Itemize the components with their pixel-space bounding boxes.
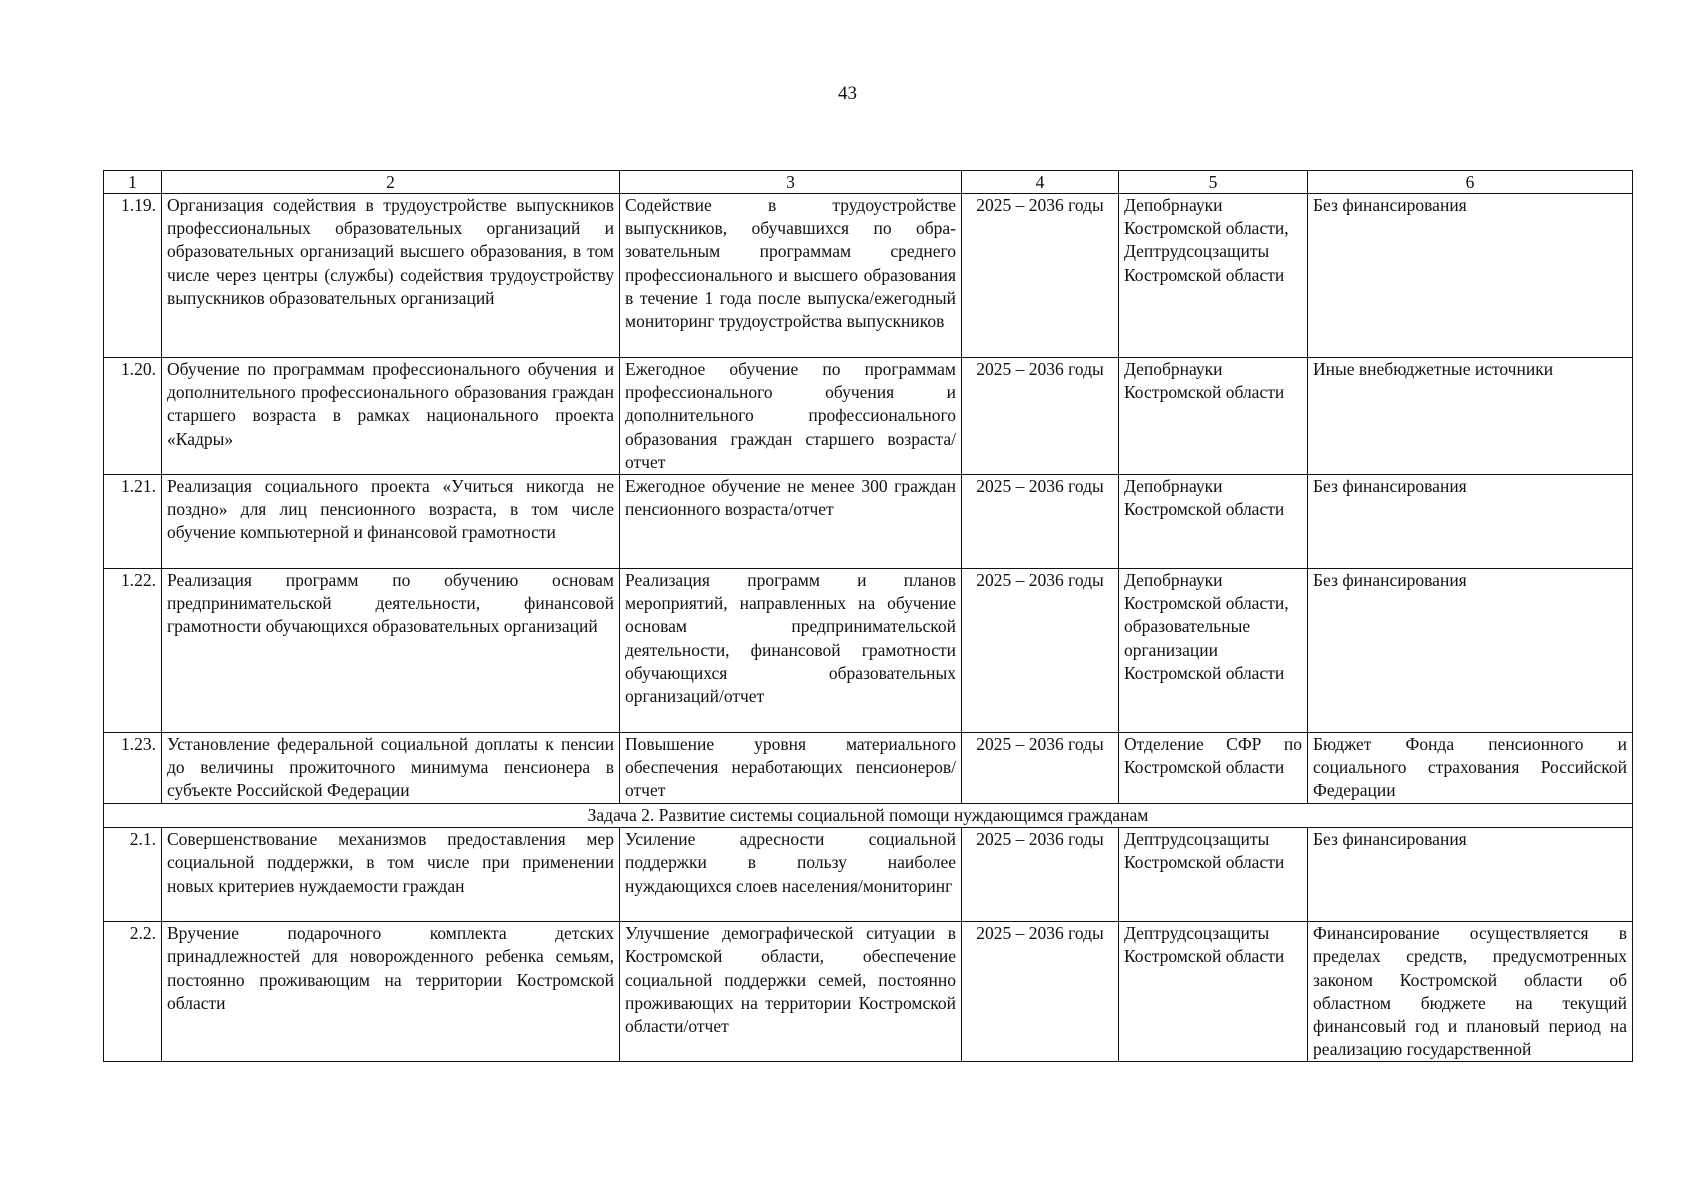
funding-cell: Без финансирования	[1308, 828, 1633, 922]
table-row	[104, 828, 1633, 922]
result-cell: Реализация программ и планов мероприятий, направленных на обучение основам предпринимательской деятельности, финансовой грамотности обучающихся образовательных организаций/отчет	[620, 569, 962, 733]
executor-cell: Отделение СФР по Костромской области	[1119, 733, 1308, 804]
period-cell: 2025 – 2036 годы	[962, 358, 1119, 475]
task-heading: Задача 2. Развитие системы социальной помощи нуждающимся гражданам	[104, 804, 1633, 828]
executor-cell: Депобрнауки Костромской области	[1119, 475, 1308, 569]
page-number: 43	[838, 83, 857, 104]
row-number: 1.19.	[104, 194, 162, 358]
executor-cell: Депобрнауки Костромской области, Дептрудсоцзащиты Костромской области	[1119, 194, 1308, 358]
period-cell: 2025 – 2036 годы	[962, 922, 1119, 1062]
funding-cell: Без финансирования	[1308, 194, 1633, 358]
row-number: 1.22.	[104, 569, 162, 733]
measures-table	[103, 170, 1633, 1062]
table-row	[104, 569, 1633, 733]
table-row	[104, 194, 1633, 358]
row-number: 1.21.	[104, 475, 162, 569]
header-col-6: 6	[1308, 171, 1633, 194]
result-cell: Ежегодное обучение по программам профессионального обучения и дополнительного профессионального образования граждан старшего возраста/отчет	[620, 358, 962, 475]
result-cell: Усиление адресности социальной поддержки в пользу наиболее нуждающихся слоев населения/мониторинг	[620, 828, 962, 922]
row-number: 2.2.	[104, 922, 162, 1062]
result-cell: Ежегодное обучение не менее 300 граждан пенсионного возраста/отчет	[620, 475, 962, 569]
table-row	[104, 475, 1633, 569]
table-header-row	[104, 171, 1633, 194]
executor-cell: Дептрудсоцзащиты Костромской области	[1119, 828, 1308, 922]
table-row	[104, 922, 1633, 1062]
header-col-3: 3	[620, 171, 962, 194]
measure-cell: Обучение по программам профессионального обучения и дополнительного профессионального образования граждан старшего возраста в рамках национального проекта «Кадры»	[162, 358, 620, 475]
funding-cell: Финансирование осуществляется в пределах средств, предусмотренных законом Костромской области об областном бюджете на текущий финансовый год и плановый период на реализацию государственной	[1308, 922, 1633, 1062]
funding-cell: Без финансирования	[1308, 475, 1633, 569]
measure-cell: Совершенствование механизмов предоставления мер социальной поддержки, в том числе при применении новых критериев нуждаемости граждан	[162, 828, 620, 922]
measure-cell: Организация содействия в трудоустройстве выпускников профессиональных образовательных организаций и образовательных организаций высшего образования, в том числе через центры (службы) содействия трудоустройству выпускников образовательных организаций	[162, 194, 620, 358]
executor-cell: Депобрнауки Костромской области	[1119, 358, 1308, 475]
row-number: 1.20.	[104, 358, 162, 475]
period-cell: 2025 – 2036 годы	[962, 733, 1119, 804]
table-row	[104, 358, 1633, 475]
period-cell: 2025 – 2036 годы	[962, 569, 1119, 733]
measure-cell: Вручение подарочного комплекта детских принадлежностей для новорожденного ребенка семьям, постоянно проживающим на территории Костромской области	[162, 922, 620, 1062]
row-number: 1.23.	[104, 733, 162, 804]
row-number: 2.1.	[104, 828, 162, 922]
funding-cell: Без финансирования	[1308, 569, 1633, 733]
period-cell: 2025 – 2036 годы	[962, 475, 1119, 569]
header-col-5: 5	[1119, 171, 1308, 194]
header-col-2: 2	[162, 171, 620, 194]
measure-cell: Реализация программ по обучению основам предпринимательской деятельности, финансовой грамотности обучающихся образовательных организаций	[162, 569, 620, 733]
executor-cell: Дептрудсоцзащиты Костромской области	[1119, 922, 1308, 1062]
result-cell: Повышение уровня материального обеспечения неработающих пенсионеров/отчет	[620, 733, 962, 804]
period-cell: 2025 – 2036 годы	[962, 828, 1119, 922]
measure-cell: Реализация социального проекта «Учиться никогда не поздно» для лиц пенсионного возраста, в том числе обучение компьютерной и финансовой грамотности	[162, 475, 620, 569]
measure-cell: Установление федеральной социальной доплаты к пенсии до величины прожиточного минимума пенсионера в субъекте Российской Федерации	[162, 733, 620, 804]
task-row	[104, 804, 1633, 828]
header-col-1: 1	[104, 171, 162, 194]
header-col-4: 4	[962, 171, 1119, 194]
table-row	[104, 733, 1633, 804]
result-cell: Улучшение демографической ситуации в Костромской области, обеспечение социальной поддержки семей, постоянно проживающих на территории Костромской области/отчет	[620, 922, 962, 1062]
period-cell: 2025 – 2036 годы	[962, 194, 1119, 358]
executor-cell: Депобрнауки Костромской области, образовательные организации Костромской области	[1119, 569, 1308, 733]
funding-cell: Бюджет Фонда пенсионного и социального страхования Российской Федерации	[1308, 733, 1633, 804]
funding-cell: Иные внебюджетные источники	[1308, 358, 1633, 475]
result-cell: Содействие в трудоустройстве выпускников, обучавшихся по обра-зовательным программам среднего профессионального и высшего образования в течение 1 года после выпуска/ежегодный мониторинг трудоустройства выпускников	[620, 194, 962, 358]
